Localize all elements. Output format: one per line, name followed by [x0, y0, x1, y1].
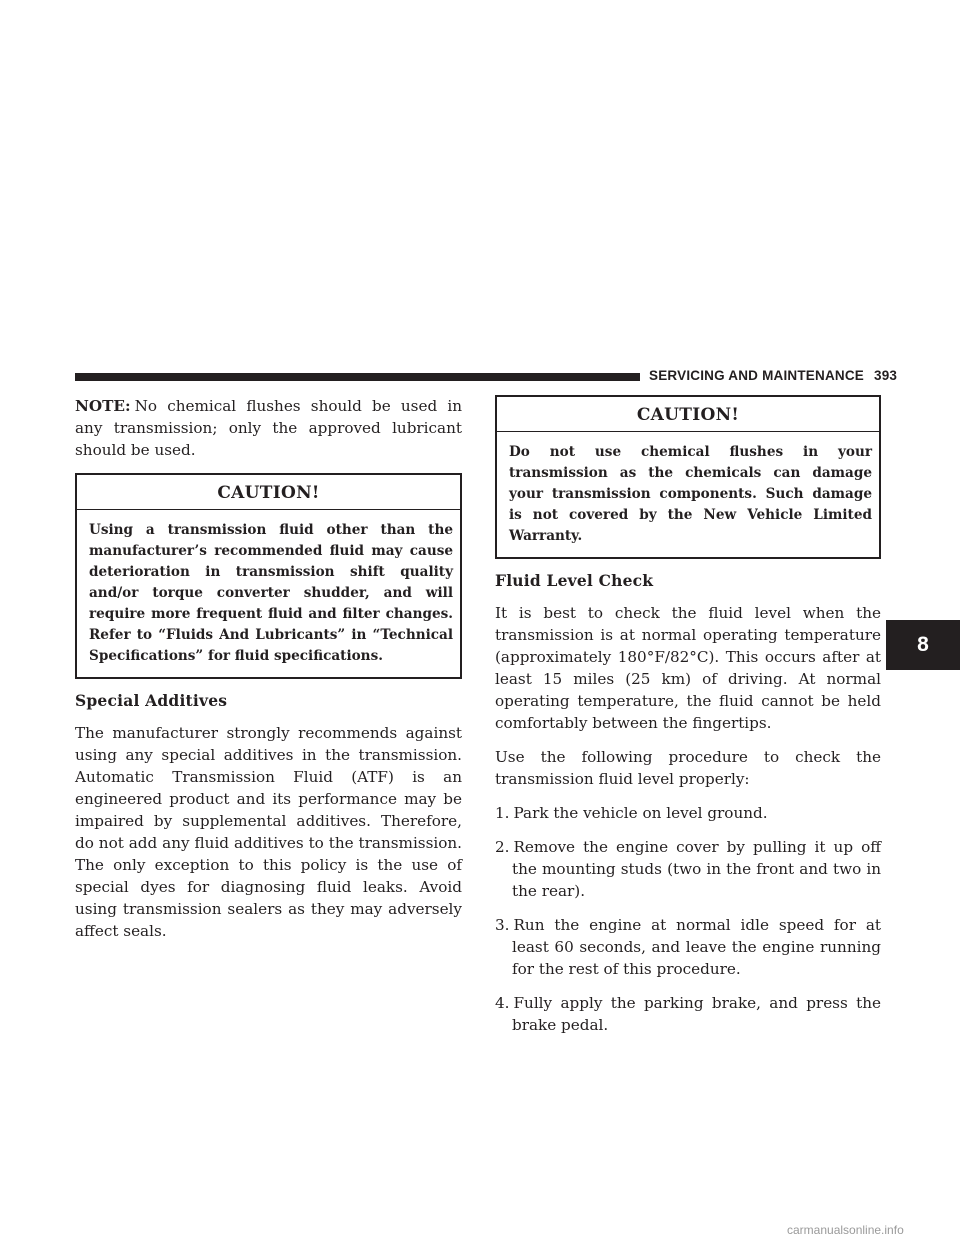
chapter-tab: 8: [886, 620, 960, 670]
page-number: 393: [874, 368, 898, 383]
caution-title: CAUTION!: [497, 397, 879, 432]
caution-title: CAUTION!: [77, 475, 460, 510]
fluid-level-paragraph-2: Use the following procedure to check the transmission fluid level properly:: [495, 748, 881, 788]
fluid-level-heading: Fluid Level Check: [495, 571, 654, 590]
section-title: SERVICING AND MAINTENANCE: [649, 368, 865, 383]
procedure-steps: [495, 802, 881, 1036]
section-header: [649, 368, 897, 383]
fluid-level-paragraph-1: It is best to check the fluid level when the transmission is at normal operating temperature (approximately 180°F/82°C). This occurs after at least 15 miles (25 km) of driving. At normal operating temperature, the fluid cannot be held comfortably between the fingertips.: [495, 604, 881, 732]
list-item: 2. Remove the engine cover by pulling it up off the mounting studs (two in the front and two in the rear).: [495, 838, 881, 900]
note-label: NOTE:: [75, 397, 131, 415]
caution-body: Do not use chemical flushes in your transmission as the chemicals can damage your transmission components. Such damage is not covered by the New Vehicle Limited Warranty.: [509, 444, 872, 544]
list-item: 3. Run the engine at normal idle speed for at least 60 seconds, and leave the engine running for the rest of this procedure.: [495, 916, 881, 978]
caution-body: Using a transmission fluid other than the manufacturer’s recommended fluid may cause deterioration in transmission shift quality and/or torque converter shudder, and will require more frequent fluid and filter changes. Refer to “Fluids And Lubricants” in “Technical Specifications” for fluid specifications.: [89, 522, 453, 664]
note-text: No chemical flushes should be used in any transmission; only the approved lubricant should be used.: [75, 397, 462, 459]
left-column: [75, 395, 462, 954]
note-paragraph: [75, 395, 462, 461]
header-rule: [75, 373, 640, 381]
right-column: [495, 395, 881, 1048]
caution-box-flushes: [495, 395, 881, 559]
list-item: 4. Fully apply the parking brake, and press the brake pedal.: [495, 994, 881, 1034]
special-additives-heading: Special Additives: [75, 691, 228, 710]
caution-box-fluid: [75, 473, 462, 679]
watermark: carmanualsonline.info: [787, 1223, 904, 1237]
list-item: 1. Park the vehicle on level ground.: [495, 804, 768, 822]
special-additives-text: The manufacturer strongly recommends against using any special additives in the transmission. Automatic Transmission Fluid (ATF) is an engineered product and its performance may be impaired by supplemental additives. Therefore, do not add any fluid additives to the transmission. The only exception to this policy is the use of special dyes for diagnosing fluid leaks. Avoid using transmission sealers as they may adversely affect seals.: [75, 724, 462, 940]
